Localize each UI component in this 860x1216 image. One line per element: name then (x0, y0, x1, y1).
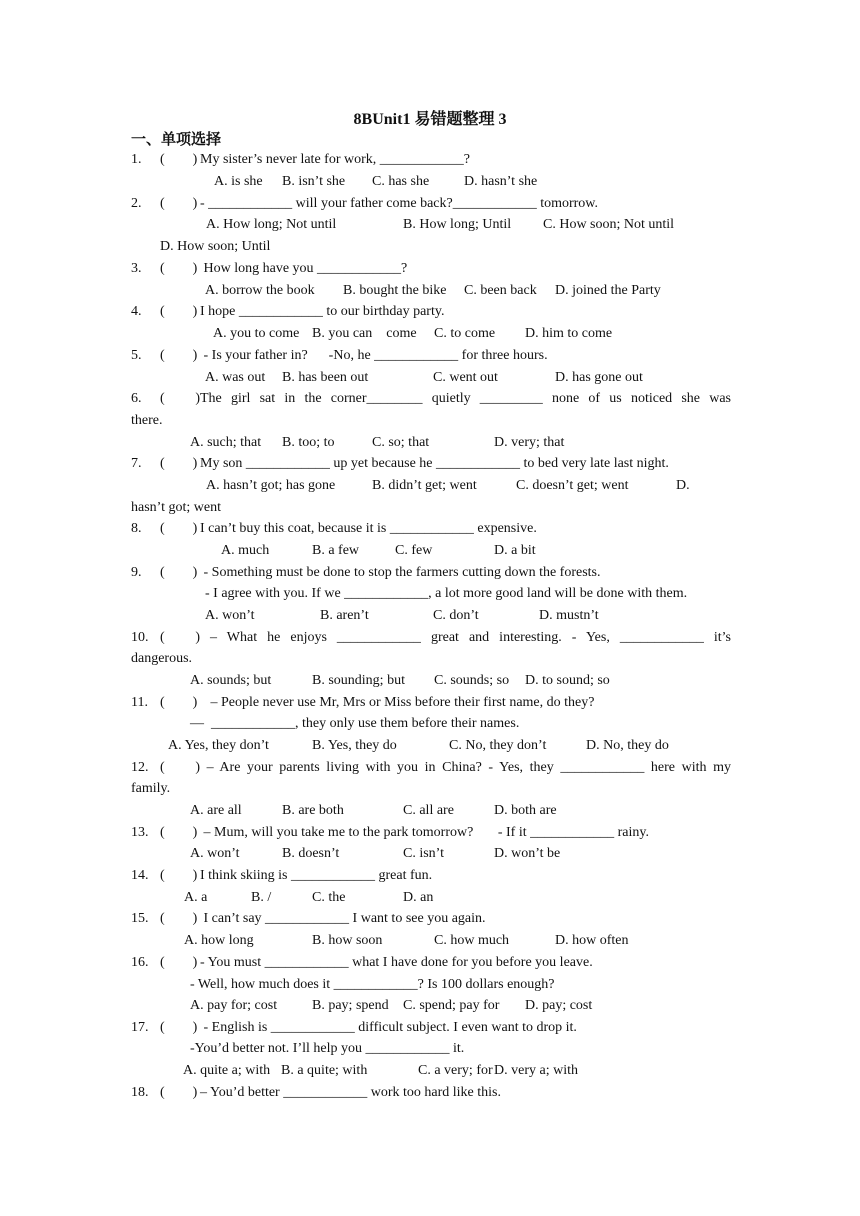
q17-option-a: A. quite a; with (183, 1063, 271, 1078)
q2-option-b: B. How long; Until (403, 217, 512, 232)
q10-option-d: D. to sound; so (525, 673, 610, 688)
question-3-stem: 3. ( ) How long have you ____________? (131, 261, 408, 276)
question-13-stem: 13. ( ) – Mum, will you take me to the park tomorrow? - If it ____________ rainy. (131, 825, 649, 840)
q17-option-c: C. a very; for (418, 1063, 493, 1078)
page-title: 8BUnit1 易错题整理 3 (353, 111, 507, 128)
q14-option-d: D. an (403, 890, 434, 905)
q4-option-a: A. you to come (213, 326, 300, 341)
question-11-stem: 11. ( ) – People never use Mr, Mrs or Miss before their first name, do they? (131, 695, 595, 710)
question-14-stem: 14. ( ) I think skiing is ____________ great fun. (131, 868, 433, 883)
q15-option-a: A. how long (184, 933, 254, 948)
q7-option-c: C. doesn’t get; went (516, 478, 629, 493)
question-16-stem-cont: - Well, how much does it ____________? Is 100 dollars enough? (190, 977, 555, 992)
q6-option-a: A. such; that (190, 435, 262, 450)
q9-option-c: C. don’t (433, 608, 479, 623)
question-10-stem: 10. ( ) – What he enjoys ____________ great and interesting. - Yes, ____________ it’s (131, 630, 731, 645)
q15-option-c: C. how much (434, 933, 510, 948)
q2-option-d: D. How soon; Until (160, 239, 271, 254)
question-2-stem: 2. ( ) - ____________ will your father come back?____________ tomorrow. (131, 196, 599, 211)
q15-option-d: D. how often (555, 933, 629, 948)
q1-option-b: B. isn’t she (282, 174, 346, 189)
q10-option-c: C. sounds; so (434, 673, 510, 688)
q3-option-b: B. bought the bike (343, 283, 447, 298)
q16-option-a: A. pay for; cost (190, 998, 278, 1013)
q7-option-d: hasn’t got; went (131, 500, 221, 515)
q4-option-d: D. him to come (525, 326, 613, 341)
q3-option-a: A. borrow the book (205, 283, 315, 298)
question-12-stem: 12. ( ) – Are your parents living with you in China? - Yes, they ____________ here with my (131, 760, 731, 775)
q9-option-d: D. mustn’t (539, 608, 599, 623)
question-9-stem: 9. ( ) - Something must be done to stop the farmers cutting down the forests. (131, 565, 601, 580)
question-6-stem: 6. ( )The girl sat in the corner________ quietly _________ none of us noticed she was (131, 391, 731, 406)
q14-option-c: C. the (312, 890, 346, 905)
q12-option-b: B. are both (282, 803, 344, 818)
q7-option-d-label: D. (676, 478, 690, 493)
q13-option-c: C. isn’t (403, 846, 444, 861)
q8-option-d: D. a bit (494, 543, 536, 558)
question-8-stem: 8. ( ) I can’t buy this coat, because it is ____________ expensive. (131, 521, 537, 536)
question-17-stem-cont: -You’d better not. I’ll help you ____________ it. (190, 1041, 465, 1056)
q3-option-d: D. joined the Party (555, 283, 661, 298)
q1-option-d: D. hasn’t she (464, 174, 538, 189)
q5-option-d: D. has gone out (555, 370, 643, 385)
q7-option-b: B. didn’t get; went (372, 478, 477, 493)
q11-option-a: A. Yes, they don’t (168, 738, 269, 753)
q6-option-d: D. very; that (494, 435, 565, 450)
question-11-stem-cont: — ____________, they only use them before their names. (190, 716, 520, 731)
q5-option-c: C. went out (433, 370, 498, 385)
question-17-stem: 17. ( ) - English is ____________ difficult subject. I even want to drop it. (131, 1020, 577, 1035)
q17-option-d: D. very a; with (494, 1063, 578, 1078)
question-1-stem: 1. ( ) My sister’s never late for work, ____________? (131, 152, 470, 167)
question-10-stem-cont: dangerous. (131, 651, 193, 666)
q6-option-b: B. too; to (282, 435, 335, 450)
q3-option-c: C. been back (464, 283, 537, 298)
q11-option-d: D. No, they do (586, 738, 669, 753)
q10-option-a: A. sounds; but (190, 673, 272, 688)
question-9-stem-cont: - I agree with you. If we ____________, a lot more good land will be done with them. (205, 586, 688, 601)
q5-option-b: B. has been out (282, 370, 369, 385)
q8-option-a: A. much (221, 543, 270, 558)
question-15-stem: 15. ( ) I can’t say ____________ I want to see you again. (131, 911, 486, 926)
q1-option-c: C. has she (372, 174, 430, 189)
q1-option-a: A. is she (214, 174, 263, 189)
q8-option-c: C. few (395, 543, 433, 558)
q8-option-b: B. a few (312, 543, 360, 558)
q9-option-a: A. won’t (205, 608, 255, 623)
question-12-stem-cont: family. (131, 781, 171, 796)
q13-option-d: D. won’t be (494, 846, 561, 861)
q10-option-b: B. sounding; but (312, 673, 405, 688)
q15-option-b: B. how soon (312, 933, 383, 948)
section-heading: 一、单项选择 (131, 132, 222, 148)
q2-option-a: A. How long; Not until (206, 217, 337, 232)
q11-option-c: C. No, they don’t (449, 738, 547, 753)
q7-option-a: A. hasn’t got; has gone (206, 478, 336, 493)
q5-option-a: A. was out (205, 370, 266, 385)
q17-option-b: B. a quite; with (281, 1063, 368, 1078)
q4-option-c: C. to come (434, 326, 496, 341)
q9-option-b: B. aren’t (320, 608, 369, 623)
q6-option-c: C. so; that (372, 435, 430, 450)
question-18-stem: 18. ( ) – You’d better ____________ work too hard like this. (131, 1085, 501, 1100)
q14-option-a: A. a (184, 890, 208, 905)
question-6-stem-cont: there. (131, 413, 163, 428)
question-5-stem: 5. ( ) - Is your father in? -No, he ____________ for three hours. (131, 348, 548, 363)
q16-option-b: B. pay; spend (312, 998, 389, 1013)
q2-option-c: C. How soon; Not until (543, 217, 675, 232)
q11-option-b: B. Yes, they do (312, 738, 397, 753)
question-16-stem: 16. ( ) - You must ____________ what I have done for you before you leave. (131, 955, 593, 970)
q12-option-d: D. both are (494, 803, 557, 818)
q13-option-b: B. doesn’t (282, 846, 340, 861)
q16-option-c: C. spend; pay for (403, 998, 500, 1013)
question-7-stem: 7. ( ) My son ____________ up yet because he ____________ to bed very late last night. (131, 456, 669, 471)
q14-option-b: B. / (251, 890, 272, 905)
question-4-stem: 4. ( ) I hope ____________ to our birthday party. (131, 304, 445, 319)
q4-option-b: B. you can come (312, 326, 417, 341)
q13-option-a: A. won’t (190, 846, 240, 861)
q16-option-d: D. pay; cost (525, 998, 593, 1013)
q12-option-a: A. are all (190, 803, 242, 818)
q12-option-c: C. all are (403, 803, 454, 818)
